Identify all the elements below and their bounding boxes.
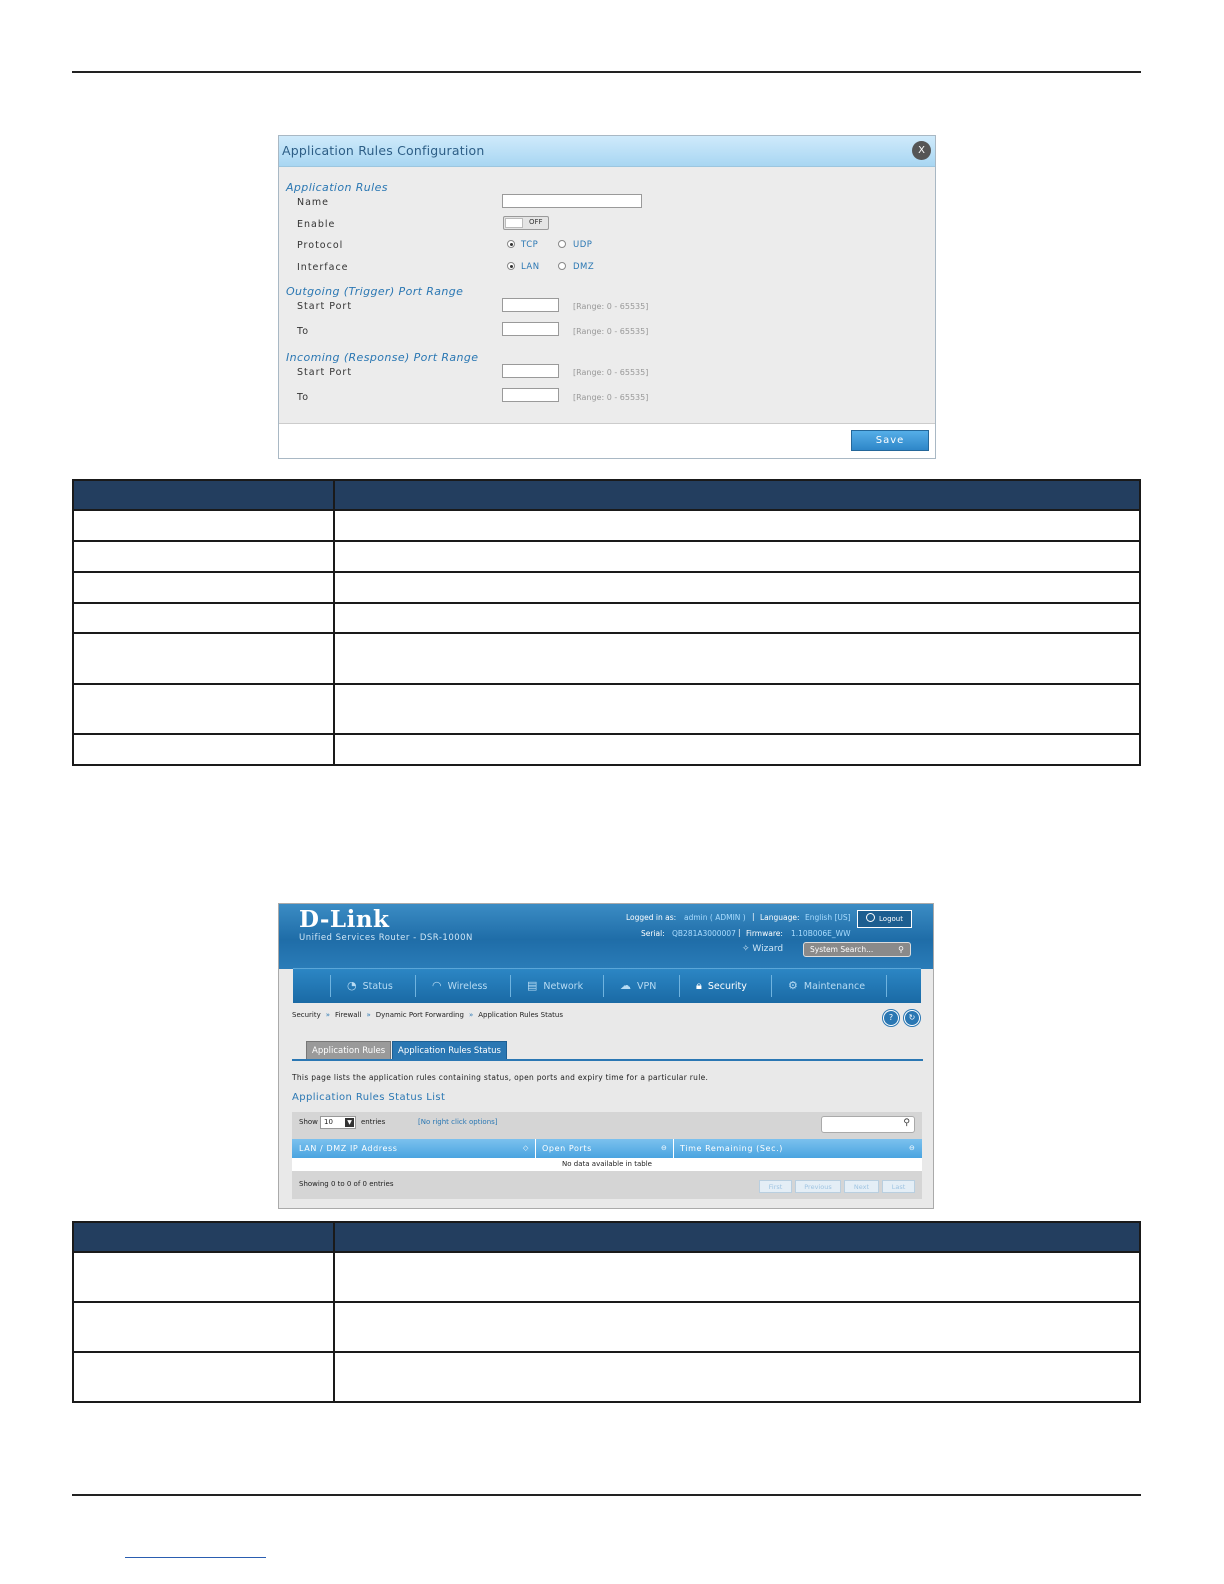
- logout-label: Logout: [879, 915, 903, 923]
- table-cell: [73, 572, 334, 603]
- table-row: [73, 734, 1140, 765]
- incoming-start-range: [Range: 0 - 65535]: [573, 368, 649, 377]
- system-search-input[interactable]: [803, 942, 911, 957]
- pager-last-button[interactable]: Last: [882, 1180, 915, 1193]
- config-fields-table: [72, 479, 1141, 766]
- interface-lan-radio[interactable]: [507, 262, 515, 270]
- status-fields-table: [72, 1221, 1141, 1403]
- firmware-value: 1.10B006E_WW: [791, 929, 851, 938]
- pager-first-button[interactable]: First: [759, 1180, 792, 1193]
- incoming-end-range: [Range: 0 - 65535]: [573, 393, 649, 402]
- table-header: [292, 1139, 922, 1158]
- breadcrumb: [292, 1011, 563, 1019]
- outgoing-start-label: Start Port: [297, 301, 353, 312]
- language-label: Language:: [760, 913, 800, 922]
- nav-network[interactable]: [527, 969, 583, 1003]
- section-incoming: Incoming (Response) Port Range: [286, 351, 479, 364]
- search-icon: ⚲: [898, 945, 904, 954]
- nav-divider: [679, 975, 680, 997]
- cloud-icon: ☁: [620, 979, 631, 992]
- save-button[interactable]: Save: [851, 430, 929, 451]
- power-icon: [866, 913, 875, 922]
- outgoing-end-port-input[interactable]: [502, 322, 559, 336]
- gauge-icon: ◔: [347, 979, 357, 992]
- breadcrumb-item-current: Application Rules Status: [478, 1011, 563, 1019]
- dlink-logo: D-Link: [299, 906, 390, 933]
- table-search-input[interactable]: [821, 1116, 915, 1133]
- protocol-label: Protocol: [297, 240, 344, 251]
- nav-divider: [330, 975, 331, 997]
- breadcrumb-item[interactable]: Firewall: [335, 1011, 362, 1019]
- table-cell: [334, 572, 1140, 603]
- table-cell: [334, 633, 1140, 684]
- table-cell: [334, 684, 1140, 734]
- sort-icon[interactable]: ◇: [523, 1144, 529, 1152]
- table-row: [73, 684, 1140, 734]
- pager-next-button[interactable]: Next: [844, 1180, 879, 1193]
- section-outgoing: Outgoing (Trigger) Port Range: [286, 285, 464, 298]
- header-banner: [279, 904, 933, 969]
- list-title: Application Rules Status List: [292, 1092, 446, 1103]
- enable-toggle[interactable]: [503, 216, 549, 230]
- nav-security-label: Security: [707, 981, 747, 992]
- table-row: [73, 510, 1140, 541]
- incoming-end-port-input[interactable]: [502, 388, 559, 402]
- enable-label: Enable: [297, 219, 336, 230]
- table-row: [73, 1252, 1140, 1302]
- sort-icon[interactable]: ⊖: [661, 1144, 667, 1152]
- logout-button[interactable]: [857, 910, 912, 928]
- outgoing-to-label: To: [297, 326, 310, 337]
- interface-dmz-label: DMZ: [573, 262, 595, 272]
- sort-icon[interactable]: ⊖: [909, 1144, 915, 1152]
- header-divider: |: [752, 912, 755, 921]
- column-open-ports[interactable]: Open Ports: [542, 1144, 592, 1153]
- table-header-cell: [334, 1222, 1140, 1252]
- entries-label: entries: [361, 1118, 386, 1126]
- lock-icon: 🔒︎: [696, 979, 702, 992]
- table-header-row: [73, 480, 1140, 510]
- application-rules-config-dialog: [278, 135, 936, 459]
- application-rules-status-screen: [278, 903, 934, 1209]
- name-input[interactable]: [502, 194, 642, 208]
- table-row: [73, 603, 1140, 633]
- table-cell: [334, 1352, 1140, 1402]
- toggle-state: OFF: [529, 218, 543, 226]
- chevron-down-icon: ▼: [345, 1118, 354, 1127]
- wizard-link[interactable]: [742, 944, 783, 954]
- table-cell: [73, 1302, 334, 1352]
- table-row: [73, 633, 1140, 684]
- nav-status[interactable]: [347, 969, 393, 1003]
- table-row: [73, 1302, 1140, 1352]
- table-cell: [73, 510, 334, 541]
- outgoing-start-port-input[interactable]: [502, 298, 559, 312]
- section-application-rules: Application Rules: [286, 181, 388, 194]
- nav-status-label: Status: [362, 981, 393, 992]
- nav-divider: [886, 975, 887, 997]
- refresh-icon[interactable]: ↻: [904, 1010, 920, 1026]
- pager-previous-button[interactable]: Previous: [795, 1180, 841, 1193]
- table-cell: [73, 734, 334, 765]
- page-description: This page lists the application rules containing status, open ports and expiry time for a particular rule.: [292, 1073, 709, 1082]
- table-row: [73, 572, 1140, 603]
- column-divider: [535, 1139, 536, 1158]
- product-name: Unified Services Router - DSR-1000N: [299, 933, 473, 943]
- table-header-cell: [73, 480, 334, 510]
- table-cell: [334, 510, 1140, 541]
- table-row: [73, 1352, 1140, 1402]
- system-search-placeholder: System Search...: [810, 945, 874, 954]
- table-header-row: [73, 1222, 1140, 1252]
- nav-maintenance-label: Maintenance: [803, 981, 866, 992]
- footer-link-underline[interactable]: [125, 1557, 266, 1558]
- nav-maintenance[interactable]: [788, 969, 865, 1003]
- dialog-header: [279, 136, 935, 167]
- tab-underline: [292, 1059, 923, 1061]
- table-cell: [73, 633, 334, 684]
- table-header-cell: [73, 1222, 334, 1252]
- nav-divider: [510, 975, 511, 997]
- table-cell: [73, 684, 334, 734]
- top-rule: [72, 71, 1141, 73]
- table-cell: [73, 541, 334, 572]
- logged-in-user[interactable]: admin ( ADMIN ): [684, 913, 746, 922]
- bottom-rule: [72, 1494, 1141, 1496]
- header-divider: |: [738, 928, 741, 937]
- main-nav: [293, 968, 921, 1003]
- table-cell: [334, 1302, 1140, 1352]
- table-cell: [73, 1252, 334, 1302]
- breadcrumb-separator: »: [468, 1011, 474, 1019]
- serial-label: Serial:: [641, 929, 665, 938]
- server-icon: ▤: [527, 979, 538, 992]
- dialog-title: Application Rules Configuration: [282, 143, 485, 158]
- name-label: Name: [297, 197, 330, 208]
- interface-lan-label: LAN: [521, 262, 540, 272]
- nav-divider: [415, 975, 416, 997]
- breadcrumb-item[interactable]: Security: [292, 1011, 321, 1019]
- right-click-options[interactable]: [No right click options]: [418, 1118, 498, 1126]
- logged-in-label: Logged in as:: [626, 913, 677, 922]
- nav-divider: [603, 975, 604, 997]
- table-cell: [73, 603, 334, 633]
- language-value[interactable]: English [US]: [805, 913, 851, 922]
- outgoing-end-range: [Range: 0 - 65535]: [573, 327, 649, 336]
- table-header-cell: [334, 480, 1140, 510]
- firmware-label: Firmware:: [746, 929, 783, 938]
- table-cell: [73, 1352, 334, 1402]
- incoming-start-port-input[interactable]: [502, 364, 559, 378]
- nav-network-label: Network: [543, 981, 584, 992]
- column-divider: [673, 1139, 674, 1158]
- column-time-remaining[interactable]: Time Remaining (Sec.): [680, 1144, 783, 1153]
- tab-application-rules[interactable]: Application Rules: [306, 1041, 391, 1060]
- nav-divider: [771, 975, 772, 997]
- dialog-footer: [279, 423, 935, 458]
- tab-application-rules-status[interactable]: Application Rules Status: [392, 1041, 507, 1060]
- nav-security[interactable]: [696, 969, 747, 1003]
- entries-count: Showing 0 to 0 of 0 entries: [299, 1180, 394, 1188]
- wizard-label: Wizard: [752, 944, 784, 954]
- show-label: Show: [299, 1118, 318, 1126]
- table-row: [73, 541, 1140, 572]
- protocol-udp-label: UDP: [573, 240, 593, 250]
- search-icon: ⚲: [903, 1118, 910, 1128]
- protocol-tcp-label: TCP: [521, 240, 539, 250]
- breadcrumb-separator: »: [366, 1011, 371, 1019]
- toggle-knob: [505, 218, 523, 228]
- list-footer: [292, 1171, 922, 1199]
- table-cell: [334, 734, 1140, 765]
- empty-table-message: No data available in table: [292, 1158, 922, 1171]
- incoming-to-label: To: [297, 392, 310, 403]
- column-lan-dmz-ip[interactable]: LAN / DMZ IP Address: [299, 1144, 398, 1153]
- incoming-start-label: Start Port: [297, 367, 353, 378]
- breadcrumb-separator: »: [325, 1011, 331, 1019]
- protocol-udp-radio[interactable]: [558, 240, 566, 248]
- table-cell: [334, 603, 1140, 633]
- gear-icon: ⚙: [788, 979, 798, 992]
- close-icon[interactable]: X: [912, 141, 931, 160]
- entries-select-value: 10: [324, 1118, 333, 1126]
- entries-select[interactable]: [320, 1116, 356, 1129]
- wifi-icon: ◠: [432, 979, 442, 992]
- help-icon[interactable]: ?: [883, 1010, 899, 1026]
- list-toolbar: [292, 1112, 922, 1139]
- wand-icon: ✧: [742, 944, 753, 954]
- nav-vpn-label: VPN: [637, 981, 657, 992]
- nav-wireless[interactable]: [432, 969, 487, 1003]
- interface-label: Interface: [297, 262, 349, 273]
- table-cell: [334, 1252, 1140, 1302]
- table-cell: [334, 541, 1140, 572]
- protocol-tcp-radio[interactable]: [507, 240, 515, 248]
- interface-dmz-radio[interactable]: [558, 262, 566, 270]
- outgoing-start-range: [Range: 0 - 65535]: [573, 302, 649, 311]
- nav-wireless-label: Wireless: [447, 981, 488, 992]
- breadcrumb-item[interactable]: Dynamic Port Forwarding: [375, 1011, 464, 1019]
- nav-vpn[interactable]: [620, 969, 656, 1003]
- serial-value: QB281A3000007: [672, 929, 736, 938]
